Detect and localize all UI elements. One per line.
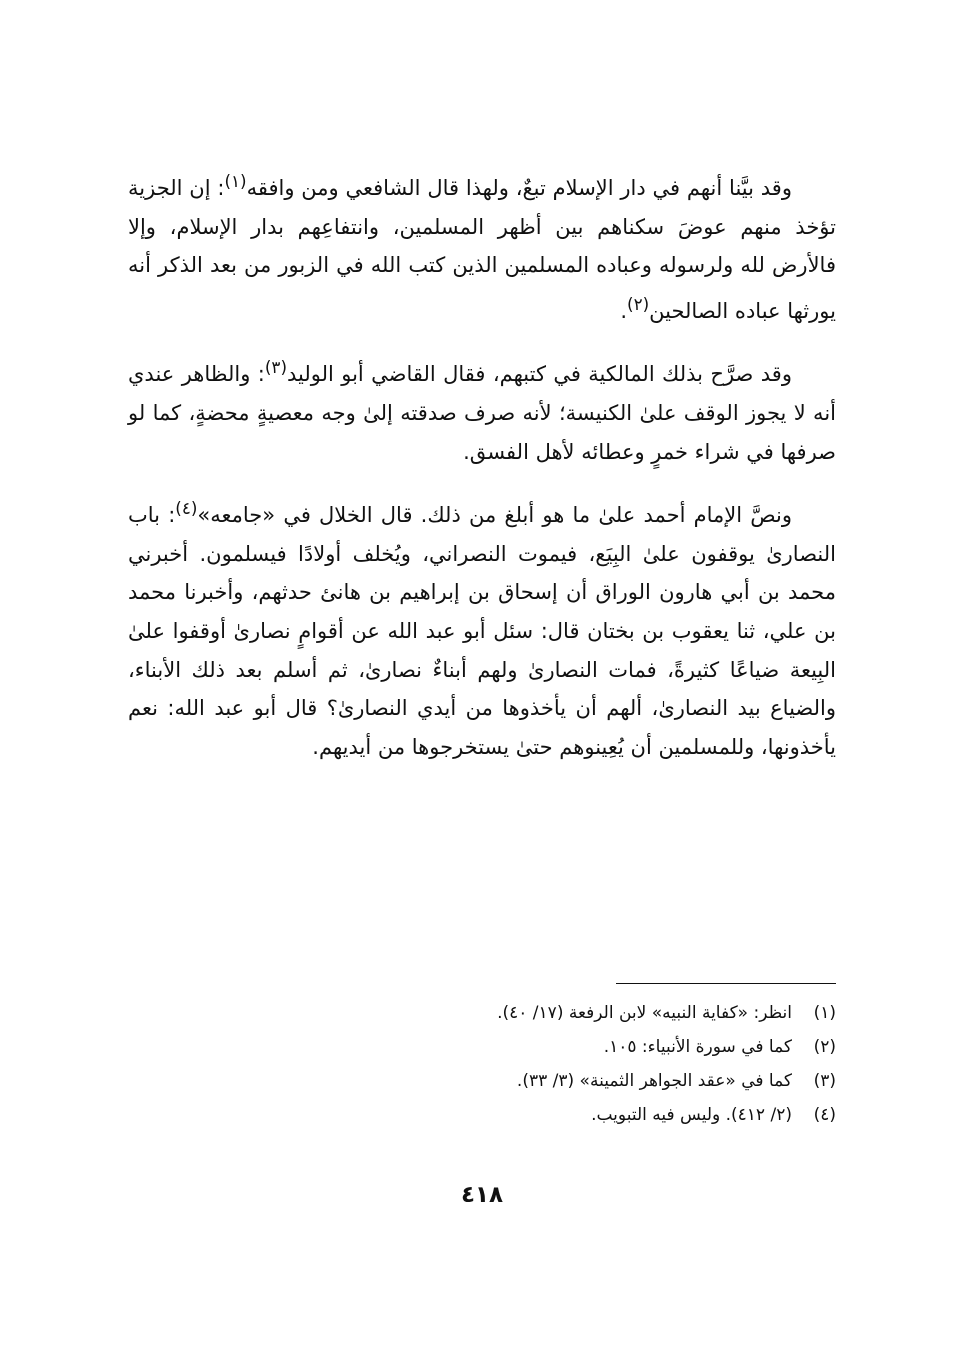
footnote-text: انظر: «كفاية النبيه» لابن الرفعة (١٧/ ٤٠). — [497, 1003, 792, 1023]
paragraph-3-text-b: : باب النصارىٰ يوقفون علىٰ البِيَع، فيموت النصراني، ويُخلف أولادًا فيسلمون. أخبرني محمد بن أبي هارون الوراق أن إسحاق بن إبراهيم بن هانئ حدثهم، وأخبرنا محمد بن علي، ثنا يعقوب بن بختان قال: سئل أبو عبد الله عن أقوامٍ نصارىٰ أوقفوا علىٰ البِيعة ضياعًا كثيرةً، فمات النصارىٰ ولهم أبناءٌ نصارىٰ، ثم أسلم بعد ذلك الأبناء، والضياع بيد النصارىٰ، ألهم أن يأخذوها من أيدي النصارىٰ؟ قال أبو عبد الله: نعم يأخذونها، وللمسلمين أن يُعِينوهم حتىٰ يستخرجوها من أيديهم. — [128, 503, 836, 759]
paragraph-1-text-c: . — [620, 298, 627, 323]
footnote-ref-2: (٢) — [627, 293, 650, 314]
main-text — [128, 162, 836, 784]
footnote-text: كما في سورة الأنبياء: ١٠٥. — [603, 1037, 792, 1057]
paragraph-2-text-b: : والظاهر عندي أنه لا يجوز الوقف علىٰ الكنيسة؛ لأنه صرف صدقته إلىٰ وجه معصيةٍ محضةٍ، كما لو صرفها في شراء خمرٍ وعطائه لأهل الفسق. — [128, 362, 836, 464]
footnote-number: (٢) — [813, 1037, 836, 1057]
footnote-2 — [128, 1030, 836, 1064]
footnote-number: (٣) — [813, 1071, 836, 1091]
footnote-number: (٤) — [813, 1105, 836, 1125]
paragraph-1-text-b: : إن الجزية تؤخذ منهم عوضَ سكناهم بين أظهر المسلمين، وانتفاعِهم بدار الإسلام، وإلا فالأرض لله ولرسوله وعباده المسلمين الذين كتب الله في الزبور من بعد الذكر أنه يورثها عباده الصالحين — [128, 176, 836, 323]
paragraph-3-text-a: ونصَّ الإمام أحمد علىٰ ما هو أبلغ من ذلك. قال الخلال في «جامعه» — [197, 503, 792, 528]
footnote-1 — [128, 996, 836, 1030]
footnote-separator — [616, 983, 836, 984]
footnote-ref-1: (١) — [224, 171, 247, 191]
footnote-ref-3: (٣) — [264, 357, 287, 378]
footnotes — [128, 996, 836, 1132]
footnote-ref-4: (٤) — [175, 498, 198, 519]
paragraph-1-text-a: وقد بيَّنا أنهم في دار الإسلام تبعٌ، ولهذا قال الشافعي ومن وافقه — [246, 176, 792, 200]
paragraph-2 — [128, 348, 836, 471]
footnote-text: (٢/ ٤١٢). وليس فيه التبويب. — [591, 1105, 792, 1125]
footnote-text: كما في «عقد الجواهر الثمينة» (٣/ ٣٣). — [516, 1071, 792, 1091]
paragraph-3 — [128, 489, 836, 766]
footnote-number: (١) — [813, 1003, 836, 1023]
footnote-3 — [128, 1064, 836, 1098]
footnote-4 — [128, 1098, 836, 1132]
paragraph-2-text-a: وقد صرَّح بذلك المالكية في كتبهم، فقال القاضي أبو الوليد — [287, 362, 792, 387]
paragraph-1 — [128, 162, 836, 330]
page-number: ٤١٨ — [460, 1182, 504, 1208]
